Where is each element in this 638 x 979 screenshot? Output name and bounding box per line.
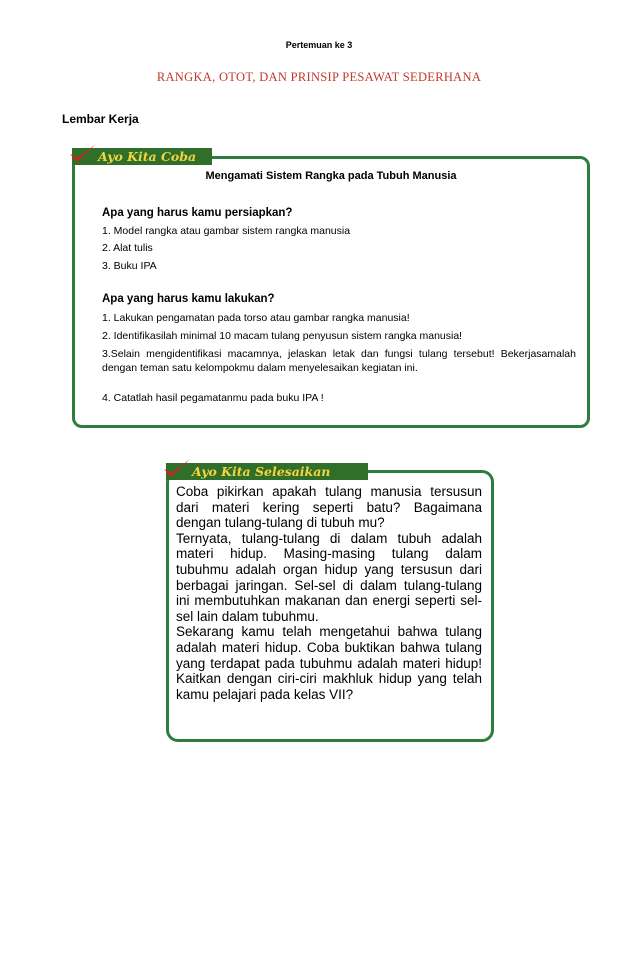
meeting-label: Pertemuan ke 3 [285,40,353,50]
page-title: RANGKA, OTOT, DAN PRINSIP PESAWAT SEDERHANA [156,70,482,84]
do-question: Apa yang harus kamu lakukan? [102,293,275,305]
conclusion-paragraph: Coba pikirkan apakah tulang manusia tersusun dari materi kering seperti batu? Bagaimana dengan tulang-tulang di tubuh mu? [176,484,482,531]
prepare-item: 1. Model rangka atau gambar sistem rangka manusia [102,225,351,237]
do-item: 4. Catatlah hasil pegamatanmu pada buku IPA ! [102,392,324,404]
checkmark-icon [162,457,192,481]
prepare-question: Apa yang harus kamu persiapkan? [102,207,293,219]
activity-tab: Ayo Kita Coba [72,148,212,165]
prepare-item: 2. Alat tulis [102,242,153,254]
conclusion-text [176,484,482,702]
conclusion-paragraph: Sekarang kamu telah mengetahui bahwa tulang adalah materi hidup. Coba buktikan bahwa tulang yang terdapat pada tubuhmu adalah materi hidup! Kaitkan dengan ciri-ciri makhluk hidup yang telah kamu pelajari pada kelas VII? [176,624,482,702]
do-item: 2. Identifikasilah minimal 10 macam tulang penyusun sistem rangka manusia! [102,330,463,342]
conclusion-tab: Ayo Kita Selesaikan [166,463,368,480]
do-item: 1. Lakukan pengamatan pada torso atau gambar rangka manusia! [102,312,410,324]
checkmark-icon [68,142,98,166]
worksheet-label: Lembar Kerja [62,112,139,126]
activity-heading: Mengamati Sistem Rangka pada Tubuh Manusia [205,170,457,182]
prepare-item: 3. Buku IPA [102,260,157,272]
do-item: 3.Selain mengidentifikasi macamnya, jelaskan letak dan fungsi tulang tersebut! Bekerjasamalah dengan teman satu kelompokmu dalam menyelesaikan kegiatan ini. [102,348,576,374]
conclusion-paragraph: Ternyata, tulang-tulang di dalam tubuh adalah materi hidup. Masing-masing tulang dalam tubuhmu adalah organ hidup yang tersusun dari berbagai jaringan. Sel-sel di dalam tulang-tulang ini membutuhkan makanan dan energi seperti sel-sel lain dalam tubuhmu. [176,530,482,624]
